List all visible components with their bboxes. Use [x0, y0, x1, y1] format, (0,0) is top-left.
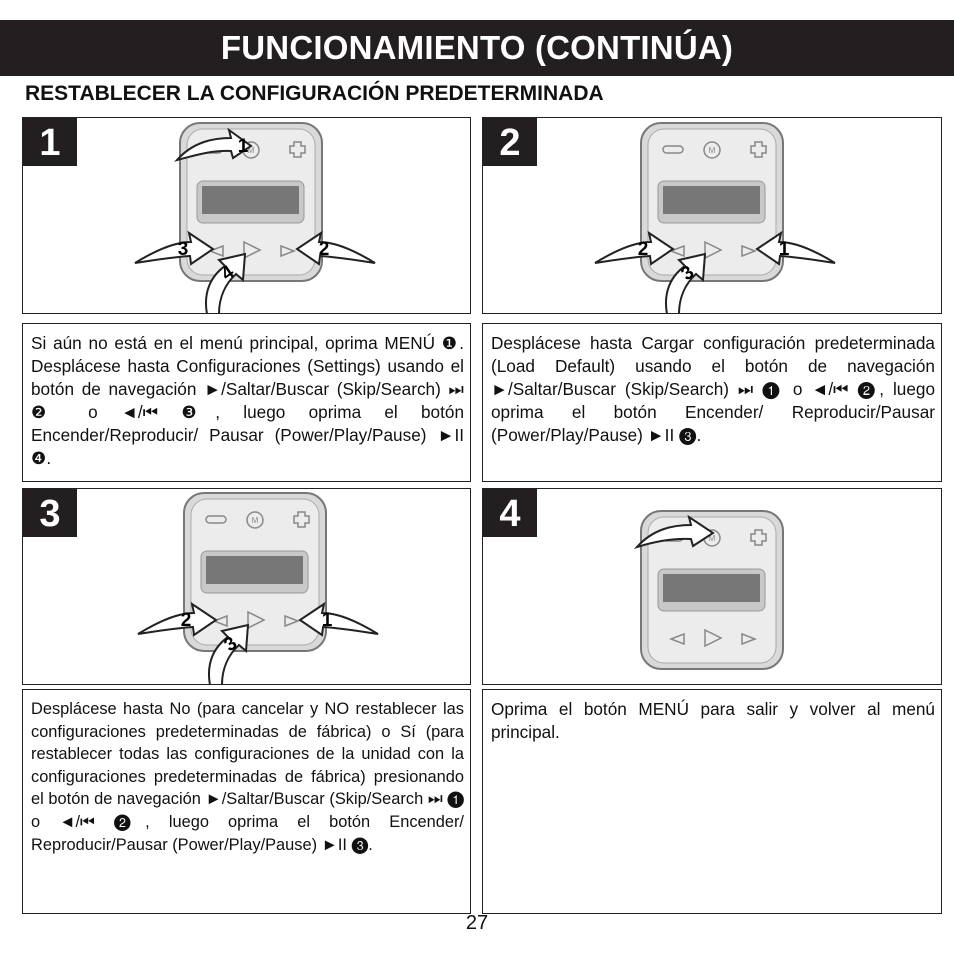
callout-1: 1 [321, 610, 333, 631]
step-4-instructions: Oprima el botón MENÚ para salir y volver al menú principal. [491, 699, 935, 742]
page-title: FUNCIONAMIENTO (CONTINÚA) [220, 29, 734, 66]
step-1-text-box [22, 323, 471, 482]
step-2-text-box [482, 323, 942, 482]
step-1-illustration [22, 117, 471, 314]
menu-label: M [708, 534, 716, 543]
step-1-instructions: Si aún no está en el menú principal, oprima MENÚ ❶. Desplácese hasta Configuraciones (Settings) usando el botón de navegación ►/Saltar/Buscar (Skip/Search) ⏭ ❷ o ◄/⏮ ❸, luego oprima el botón Encender/Reproducir/ Pausar (Power/Play/Pause) ►II ❹. [31, 333, 464, 468]
menu-label: M [251, 516, 259, 525]
menu-label: M [247, 146, 255, 155]
page-number: 27 [465, 912, 489, 934]
menu-label: M [708, 146, 716, 155]
step-4-number: 4 [483, 489, 537, 537]
callout-3: 3 [677, 261, 699, 286]
step-1-number: 1 [23, 118, 77, 166]
callout-1: 1 [237, 136, 249, 157]
step-1-device-drawing [23, 118, 471, 314]
callout-4: 4 [217, 261, 239, 286]
step-3-instructions: Desplácese hasta No (para cancelar y NO restablecer las configuraciones predeterminadas de fábrica) o Sí (para restablecer todas las configuraciones de la unidad con la configuraciones predeterminadas de fábrica) presionando el botón de navegación ►/Saltar/Buscar (Skip/Search ⏭ ❶ o ◄/⏮ ❷, luego oprima el botón Encender/ Reproducir/Pausar (Power/Play/Pause) ►II ❸. [31, 700, 464, 854]
step-2-illustration [482, 117, 942, 314]
step-4-device-drawing [483, 489, 942, 685]
section-title: RESTABLECER LA CONFIGURACIÓN PREDETERMINADA [25, 82, 604, 105]
step-4-illustration [482, 488, 942, 685]
callout-3: 3 [177, 239, 189, 260]
step-3-device-drawing [23, 489, 471, 685]
lcd-screen [202, 186, 299, 214]
callout-2: 2 [318, 239, 330, 260]
step-4-text-box [482, 689, 942, 914]
callout-1: 1 [778, 239, 790, 260]
lcd-screen [206, 556, 303, 584]
step-2-device-drawing [483, 118, 942, 314]
lcd-screen [663, 186, 760, 214]
step-2-number: 2 [483, 118, 537, 166]
lcd-screen [663, 574, 760, 602]
step-2-instructions: Desplácese hasta Cargar configuración predeterminada (Load Default) usando el botón de navegación ►/Saltar/Buscar (Skip/Search) ⏭ ❶ o ◄/⏮ ❷, luego oprima el botón Encender/ Reproducir/Pausar (Power/Play/Pause) ►II ❸. [491, 333, 935, 445]
page-header [0, 20, 954, 76]
step-3-number: 3 [23, 489, 77, 537]
callout-3: 3 [220, 632, 242, 657]
step-3-text-box [22, 689, 471, 914]
callout-2: 2 [180, 610, 192, 631]
step-3-illustration [22, 488, 471, 685]
callout-2: 2 [637, 239, 649, 260]
